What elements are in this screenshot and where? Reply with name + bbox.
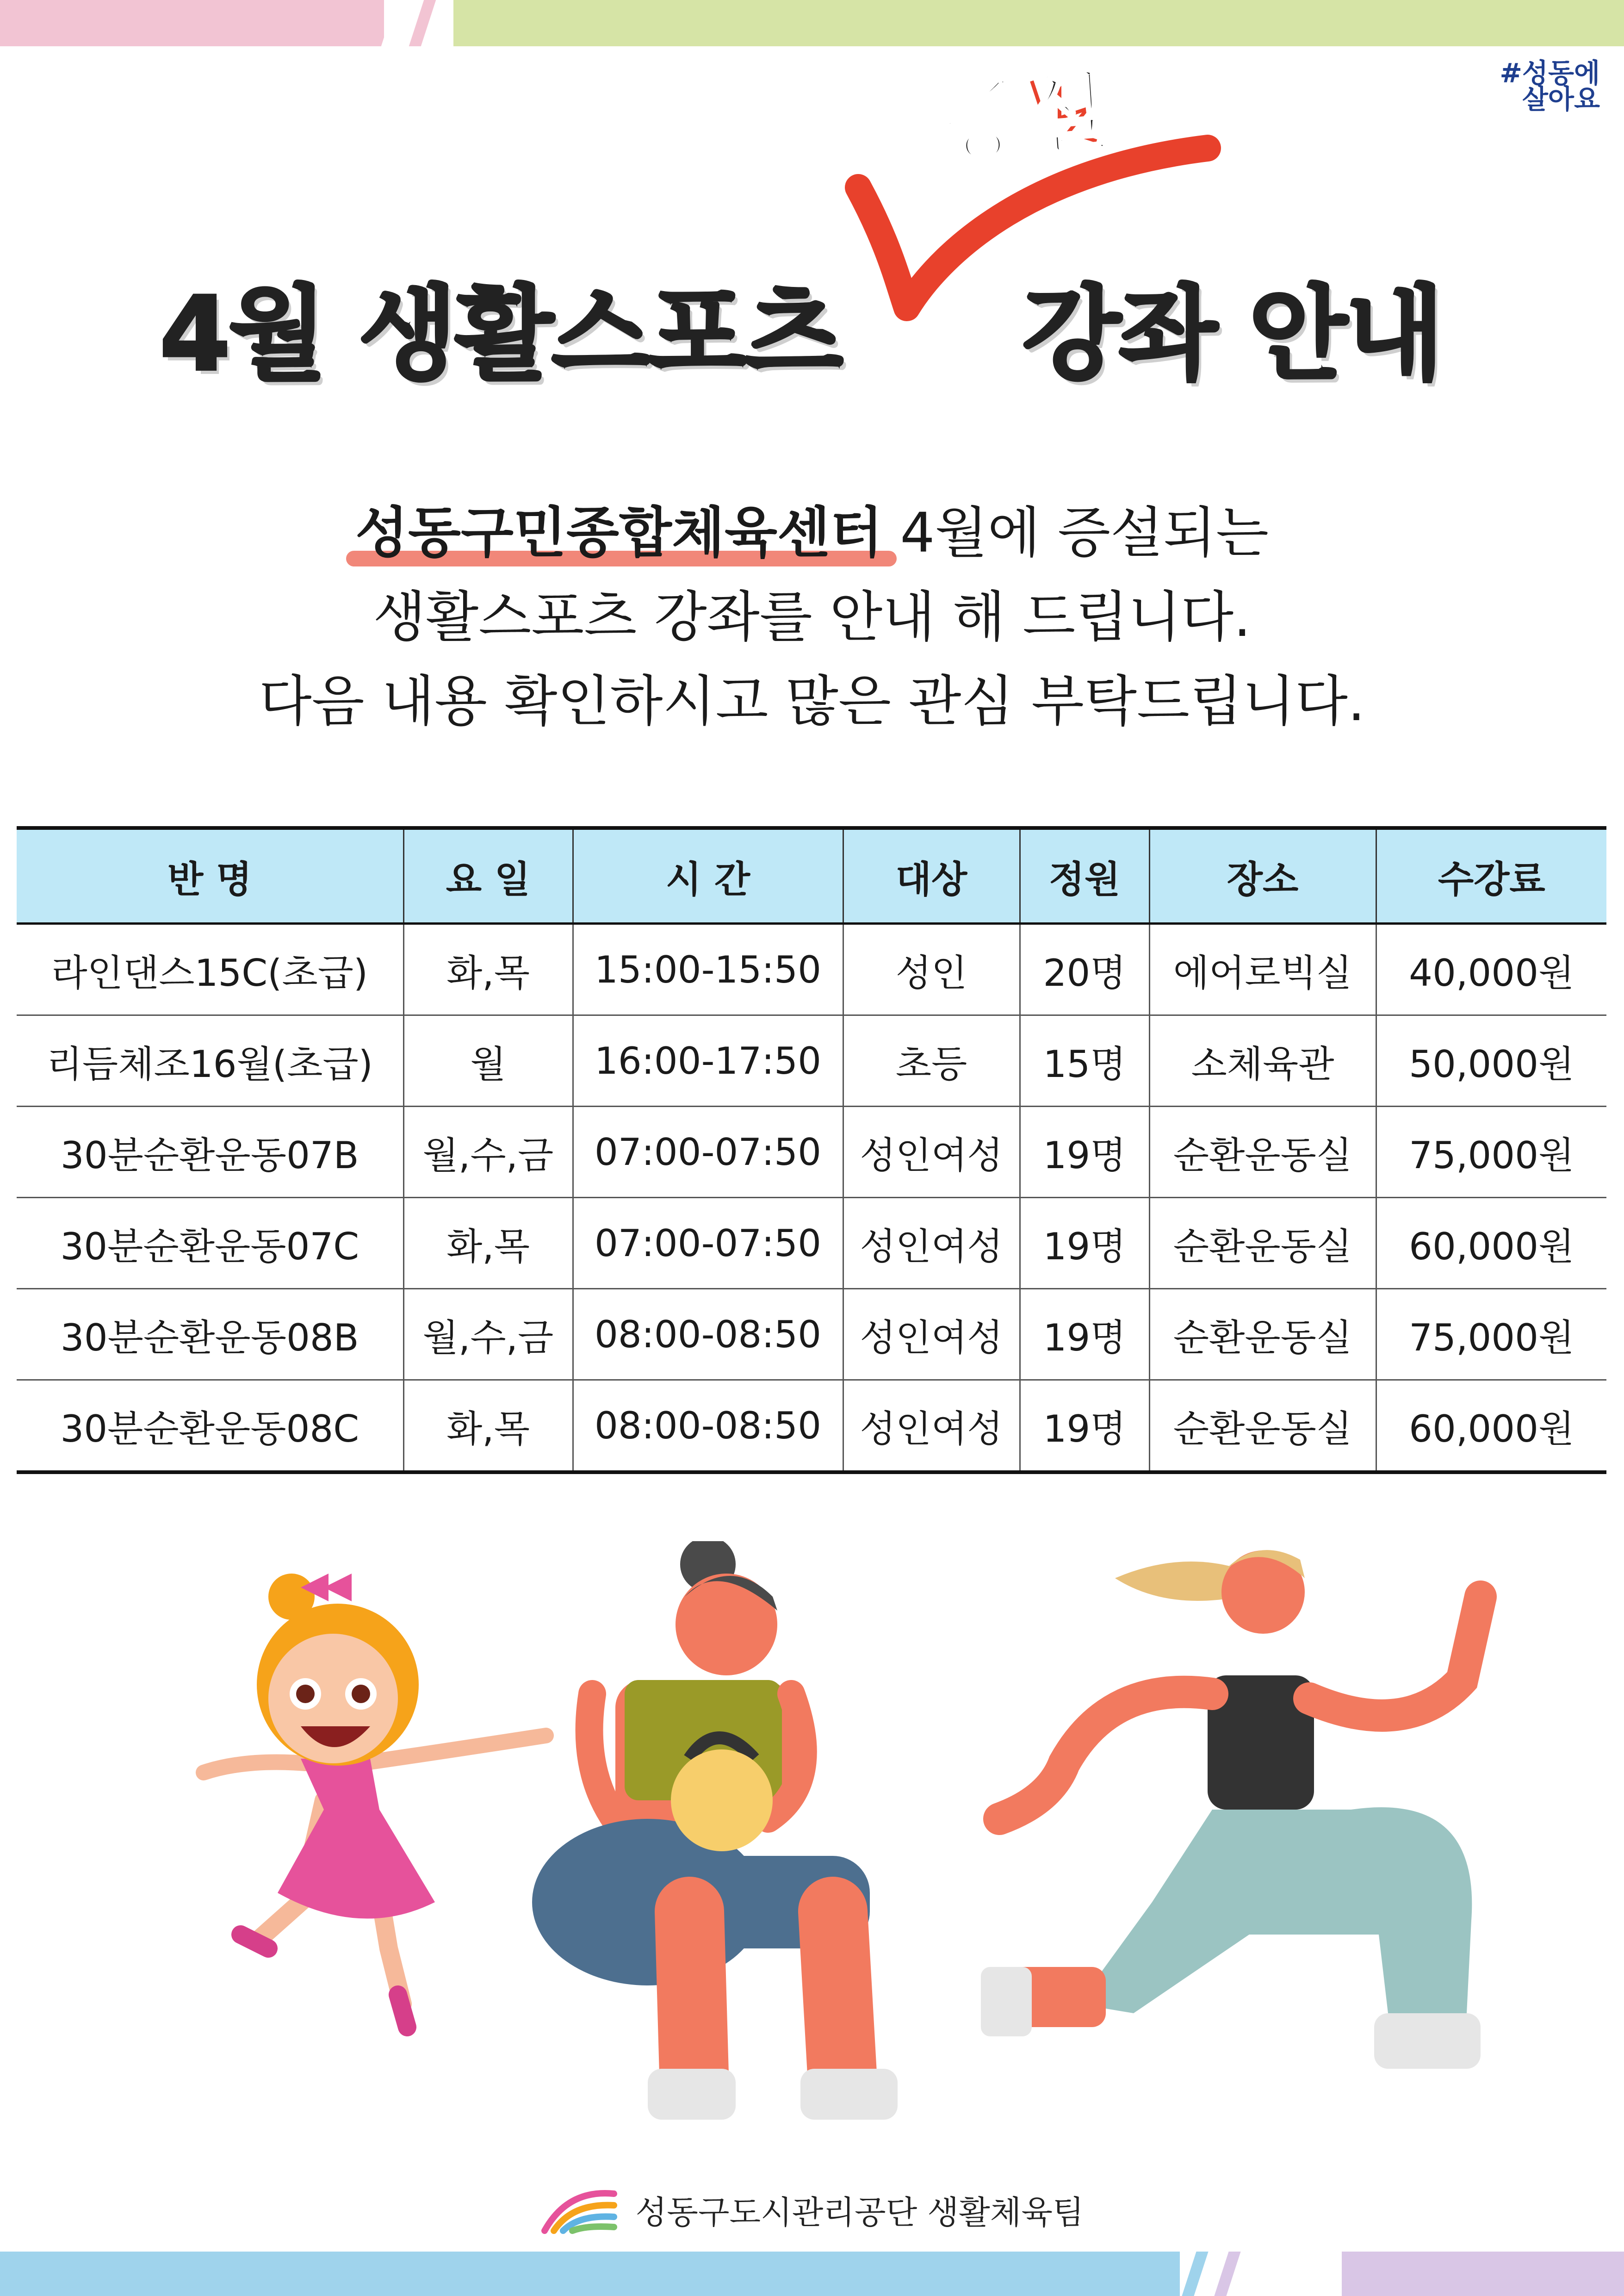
cell-class: 라인댄스15C(초급): [17, 924, 403, 1015]
cell-target: 성인여성: [843, 1107, 1020, 1198]
cell-target: 성인: [843, 924, 1020, 1015]
intro-line1: [0, 491, 1624, 575]
table-row: [17, 1380, 1606, 1473]
cell-day: 화,목: [403, 924, 573, 1015]
title-right: 강좌 안내: [1023, 275, 1442, 393]
cell-target: 성인여성: [843, 1380, 1020, 1473]
cell-day: 월: [403, 1015, 573, 1107]
top-stripe: [381, 0, 408, 46]
col-header-target: 대상: [843, 828, 1020, 924]
cell-place: 순환운동실: [1149, 1289, 1376, 1380]
runner-woman-figure: [981, 1550, 1481, 2069]
rainbow-logo-icon: [540, 2184, 619, 2235]
footer-org-name: 성동구도시관리공단 생활체육팀: [635, 2193, 1084, 2232]
ballet-girl-figure: [204, 1574, 546, 2027]
intro-line2: 생활스포츠 강좌를 안내 해 드립니다.: [373, 585, 1251, 649]
col-header-class: 반 명: [17, 828, 403, 924]
athletes-illustration: [185, 1541, 1527, 2138]
col-header-day: 요 일: [403, 828, 573, 924]
cell-place: 순환운동실: [1149, 1198, 1376, 1289]
cell-target: 성인여성: [843, 1198, 1020, 1289]
cell-capacity: 19명: [1020, 1107, 1149, 1198]
col-header-time: 시 간: [573, 828, 843, 924]
col-header-fee: 수강료: [1376, 828, 1606, 924]
cell-place: 에어로빅실: [1149, 924, 1376, 1015]
table-header-row: [17, 828, 1606, 924]
col-header-place: 장소: [1149, 828, 1376, 924]
bottom-purple-band: [1342, 2252, 1624, 2296]
cell-time: 07:00-07:50: [573, 1198, 843, 1289]
intro-line1-rest: 4월에 증설되는: [882, 501, 1269, 565]
cell-time: 08:00-08:50: [573, 1289, 843, 1380]
hashtag-line1: #성동에: [1500, 57, 1600, 89]
class-schedule-table: [17, 826, 1606, 1474]
cell-time: 15:00-15:50: [573, 924, 843, 1015]
top-green-band: [453, 0, 1624, 46]
title-left: 4월 생활스포츠: [160, 275, 841, 393]
page-title: [0, 252, 1624, 393]
hashtag-line2: 살아요: [1522, 83, 1600, 115]
footer: [0, 2184, 1624, 2235]
cell-fee: 60,000원: [1376, 1380, 1606, 1473]
intro-line3: 다음 내용 확인하시고 많은 관심 부탁드립니다.: [259, 669, 1365, 733]
cell-capacity: 15명: [1020, 1015, 1149, 1107]
cell-target: 초등: [843, 1015, 1020, 1107]
kettlebell-woman-figure: [532, 1541, 898, 2120]
intro-text: [0, 491, 1624, 743]
cell-class: 리듬체조16월(초급): [17, 1015, 403, 1107]
cell-capacity: 19명: [1020, 1198, 1149, 1289]
cell-time: 08:00-08:50: [573, 1380, 843, 1473]
table-row: [17, 1198, 1606, 1289]
cell-fee: 75,000원: [1376, 1289, 1606, 1380]
cell-capacity: 19명: [1020, 1380, 1149, 1473]
table-row: [17, 1015, 1606, 1107]
cell-fee: 75,000원: [1376, 1107, 1606, 1198]
cell-capacity: 20명: [1020, 924, 1149, 1015]
table-row: [17, 924, 1606, 1015]
cell-day: 화,목: [403, 1380, 573, 1473]
cell-time: 16:00-17:50: [573, 1015, 843, 1107]
top-pink-band: [0, 0, 384, 46]
cell-place: 순환운동실: [1149, 1107, 1376, 1198]
cell-class: 30분순환운동08B: [17, 1289, 403, 1380]
bottom-stripe: [1182, 2252, 1208, 2296]
cell-time: 07:00-07:50: [573, 1107, 843, 1198]
cell-class: 30분순환운동07B: [17, 1107, 403, 1198]
cell-day: 월,수,금: [403, 1107, 573, 1198]
cell-place: 소체육관: [1149, 1015, 1376, 1107]
center-name: 성동구민종합체육센터: [355, 491, 883, 575]
hashtag-logo: [1500, 57, 1600, 115]
top-stripe: [409, 0, 436, 46]
cell-target: 성인여성: [843, 1289, 1020, 1380]
cell-class: 30분순환운동07C: [17, 1198, 403, 1289]
cell-fee: 40,000원: [1376, 924, 1606, 1015]
table-row: [17, 1289, 1606, 1380]
cell-fee: 50,000원: [1376, 1015, 1606, 1107]
col-header-capacity: 정원: [1020, 828, 1149, 924]
cell-capacity: 19명: [1020, 1289, 1149, 1380]
cell-day: 화,목: [403, 1198, 573, 1289]
bottom-blue-band: [0, 2252, 1180, 2296]
cell-class: 30분순환운동08C: [17, 1380, 403, 1473]
cell-fee: 60,000원: [1376, 1198, 1606, 1289]
bottom-stripe: [1214, 2252, 1240, 2296]
cell-day: 월,수,금: [403, 1289, 573, 1380]
stamp-text: 증설: [935, 61, 1112, 175]
table-row: [17, 1107, 1606, 1198]
cell-place: 순환운동실: [1149, 1380, 1376, 1473]
